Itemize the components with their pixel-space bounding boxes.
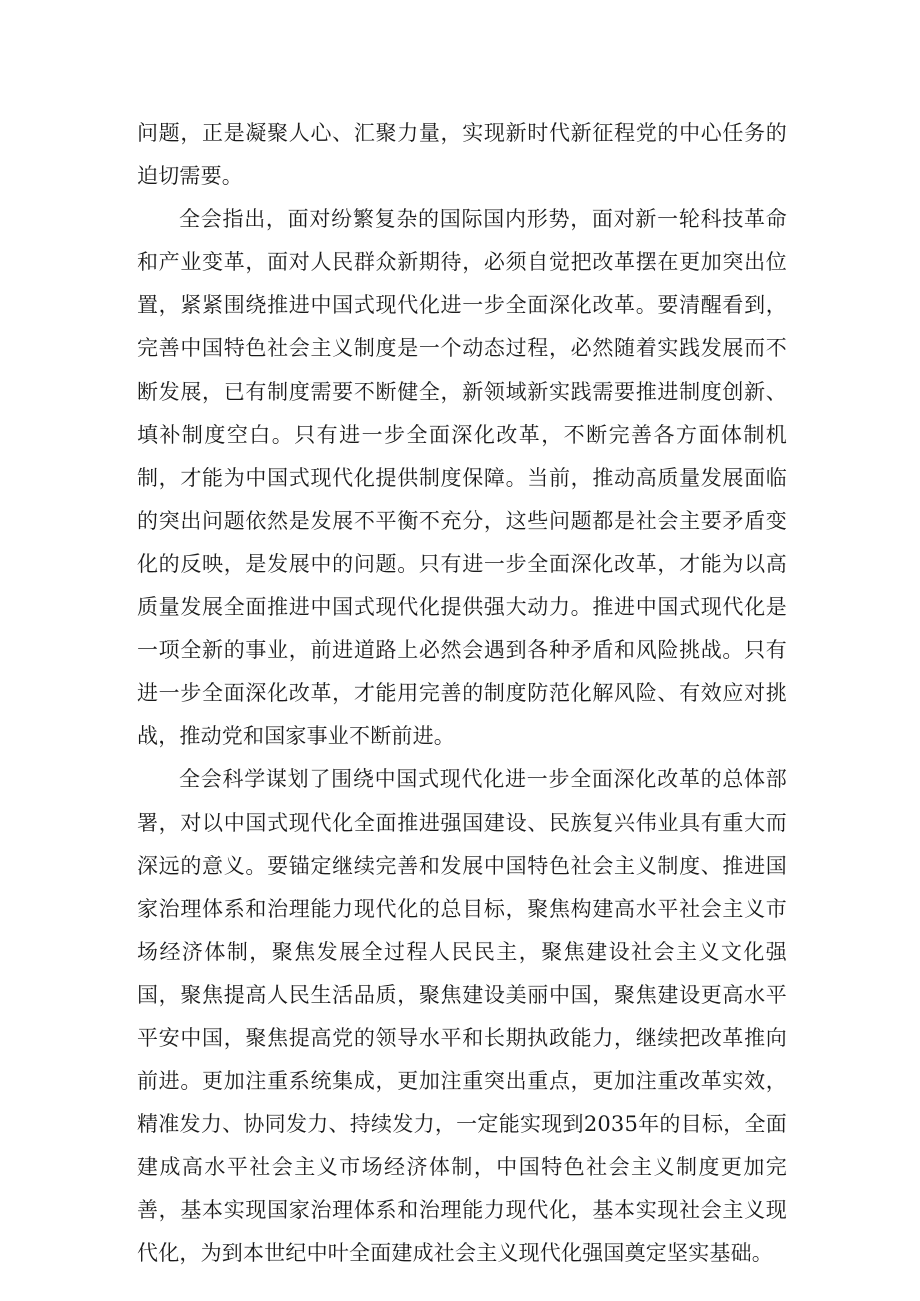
paragraph-plenum-deployment: 全会科学谋划了围绕中国式现代化进一步全面深化改革的总体部署，对以中国式现代化全面推进强国建设、民族复兴伟业具有重大而深远的意义。要锚定继续完善和发展中国特色社会主义制度、推进国家治理体系和治理能力现代化的总目标，聚焦构建高水平社会主义市场经济体制，聚焦发展全过程人民民主，聚焦建设社会主义文化强国，聚焦提高人民生活品质，聚焦建设美丽中国，聚焦建设更高水平平安中国，聚焦提高党的领导水平和长期执政能力，继续把改革推向前进。更加注重系统集成，更加注重突出重点，更加注重改革实效，精准发力、协同发力、持续发力，一定能实现到2035年的目标，全面建成高水平社会主义市场经济体制，中国特色社会主义制度更加完善，基本实现国家治理体系和治理能力现代化，基本实现社会主义现代化，为到本世纪中叶全面建成社会主义现代化强国奠定坚实基础。 <box>137 767 787 1266</box>
paragraph-continuation: 问题，正是凝聚人心、汇聚力量，实现新时代新征程党的中心任务的迫切需要。 <box>137 121 787 189</box>
body-text <box>137 112 787 1276</box>
paragraph-plenum-points-out: 全会指出，面对纷繁复杂的国际国内形势，面对新一轮科技革命和产业变革，面对人民群众新期待，必须自觉把改革摆在更加突出位置，紧紧围绕推进中国式现代化进一步全面深化改革。要清醒看到，完善中国特色社会主义制度是一个动态过程，必然随着实践发展而不断发展，已有制度需要不断健全，新领域新实践需要推进制度创新、填补制度空白。只有进一步全面深化改革，不断完善各方面体制机制，才能为中国式现代化提供制度保障。当前，推动高质量发展面临的突出问题依然是发展不平衡不充分，这些问题都是社会主要矛盾变化的反映，是发展中的问题。只有进一步全面深化改革，才能为以高质量发展全面推进中国式现代化提供强大动力。推进中国式现代化是一项全新的事业，前进道路上必然会遇到各种矛盾和风险挑战。只有进一步全面深化改革，才能用完善的制度防范化解风险、有效应对挑战，推动党和国家事业不断前进。 <box>137 207 787 749</box>
